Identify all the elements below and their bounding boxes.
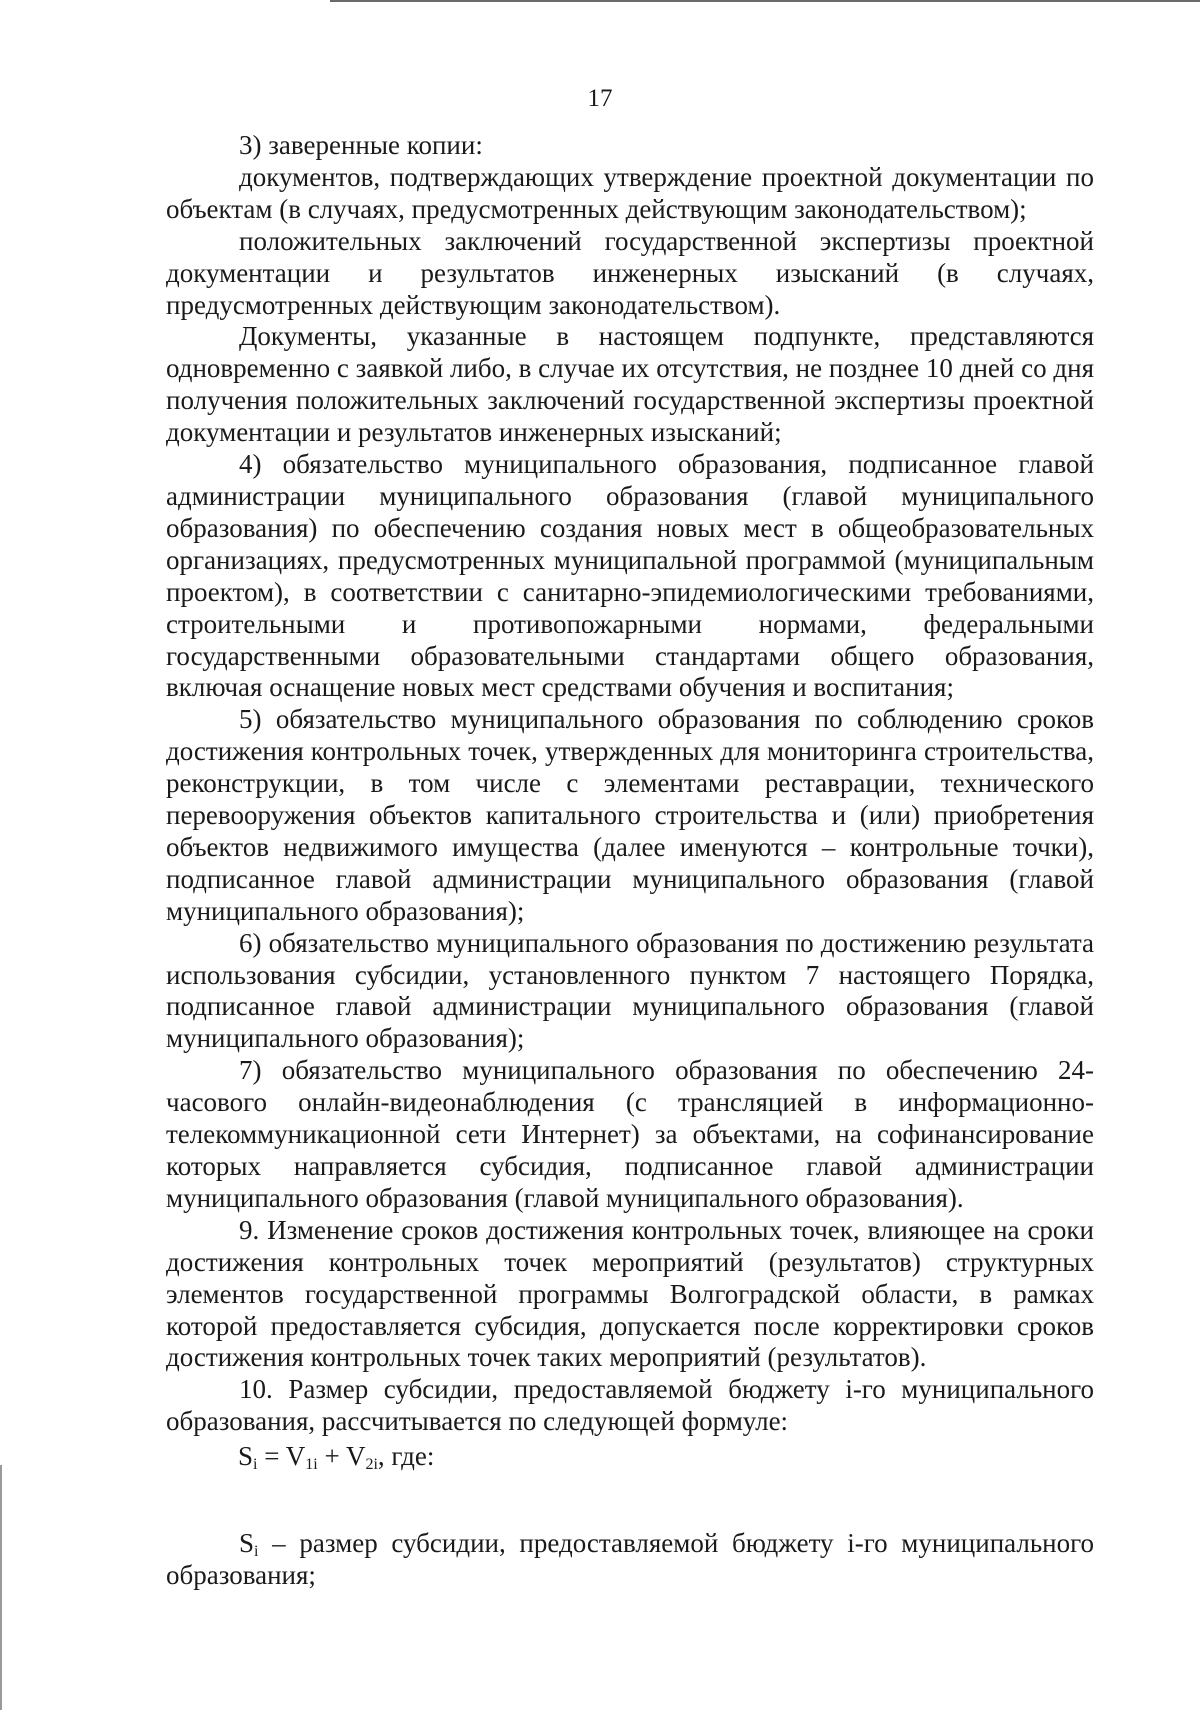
definition-text: – размер субсидии, предоставляемой бюджету i-го муниципального образования;	[166, 1528, 1094, 1590]
formula-v1-sub: 1i	[305, 1456, 318, 1473]
paragraph-item-3: 3) заверенные копии:	[239, 130, 483, 160]
definition-symbol-sub: i	[254, 1543, 259, 1560]
paragraph-item-5: 5) обязательство муниципального образования по соблюдению сроков достижения контрольных точек, утвержденных для мониторинга строительства, реконструкции, в том числе с элементами реставрации, технического перевооружения объектов капитального строительства и (или) приобретения объектов недвижимого имущества (далее именуются – контрольные точки), подписанное главой администрации муниципального образования (главой муниципального образования);	[166, 704, 1094, 926]
formula-s-sub: i	[253, 1456, 258, 1473]
body-text	[166, 130, 1094, 1438]
paragraph-project-docs: документов, подтверждающих утверждение проектной документации по объектам (в случаях, предусмотренных действующим законодательством);	[166, 161, 1094, 224]
subsidy-formula	[238, 1441, 434, 1473]
paragraph-item-7: 7) обязательство муниципального образования по обеспечению 24-часового онлайн-видеонаблюдения (с трансляцией в информационно-телекоммуникационной сети Интернет) за объектами, на софинансирование которых направляется субсидия, подписанное главой администрации муниципального образования (главой муниципального образования).	[166, 1055, 1094, 1213]
formula-tail: , где:	[377, 1441, 435, 1471]
scan-top-edge	[330, 0, 1200, 2]
definition-si	[166, 1528, 1094, 1592]
paragraph-item-4: 4) обязательство муниципального образования, подписанное главой администрации муниципального образования (главой муниципального образования) по обеспечению создания новых мест в общеобразовательных организациях, предусмотренных муниципальной программой (муниципальным проектом), в соответствии с санитарно-эпидемиологическими требованиями, строительными и противопожарными нормами, федеральными государственными образовательными стандартами общего образования, включая оснащение новых мест средствами обучения и воспитания;	[166, 449, 1094, 703]
page-number: 17	[587, 85, 613, 112]
scan-left-edge	[0, 1465, 2, 1710]
formula-v2-sub: 2i	[365, 1456, 378, 1473]
paragraph-section-9: 9. Изменение сроков достижения контрольных точек, влияющее на сроки достижения контрольных точек мероприятий (результатов) структурных элементов государственной программы Волгоградской области, в рамках которой предоставляется субсидия, допускается после корректировки сроков достижения контрольных точек таких мероприятий (результатов).	[166, 1214, 1094, 1373]
paragraph-documents-deadline: Документы, указанные в настоящем подпункте, представляются одновременно с заявкой либо, в случае их отсутствия, не позднее 10 дней со дня получения положительных заключений государственной экспертизы проектной документации и результатов инженерных изысканий;	[166, 321, 1094, 448]
paragraph-item-6: 6) обязательство муниципального образования по достижению результата использования субсидии, установленного пунктом 7 настоящего Порядка, подписанное главой администрации муниципального образования (главой муниципального образования);	[166, 927, 1094, 1054]
formula-v2: V	[345, 1441, 366, 1471]
definition-symbol: S	[239, 1528, 255, 1558]
definition-paragraph	[166, 1528, 1094, 1592]
formula-s: S	[238, 1441, 254, 1471]
paragraph-expertise: положительных заключений государственной экспертизы проектной документации и результатов инженерных изысканий (в случаях, предусмотренных действующим законодательством).	[166, 225, 1094, 320]
formula-plus: +	[317, 1441, 346, 1471]
formula-v1: V	[285, 1441, 306, 1471]
paragraph-section-10: 10. Размер субсидии, предоставляемой бюджету i-го муниципального образования, рассчитывается по следующей формуле:	[166, 1374, 1094, 1437]
formula-eq: =	[257, 1441, 286, 1471]
